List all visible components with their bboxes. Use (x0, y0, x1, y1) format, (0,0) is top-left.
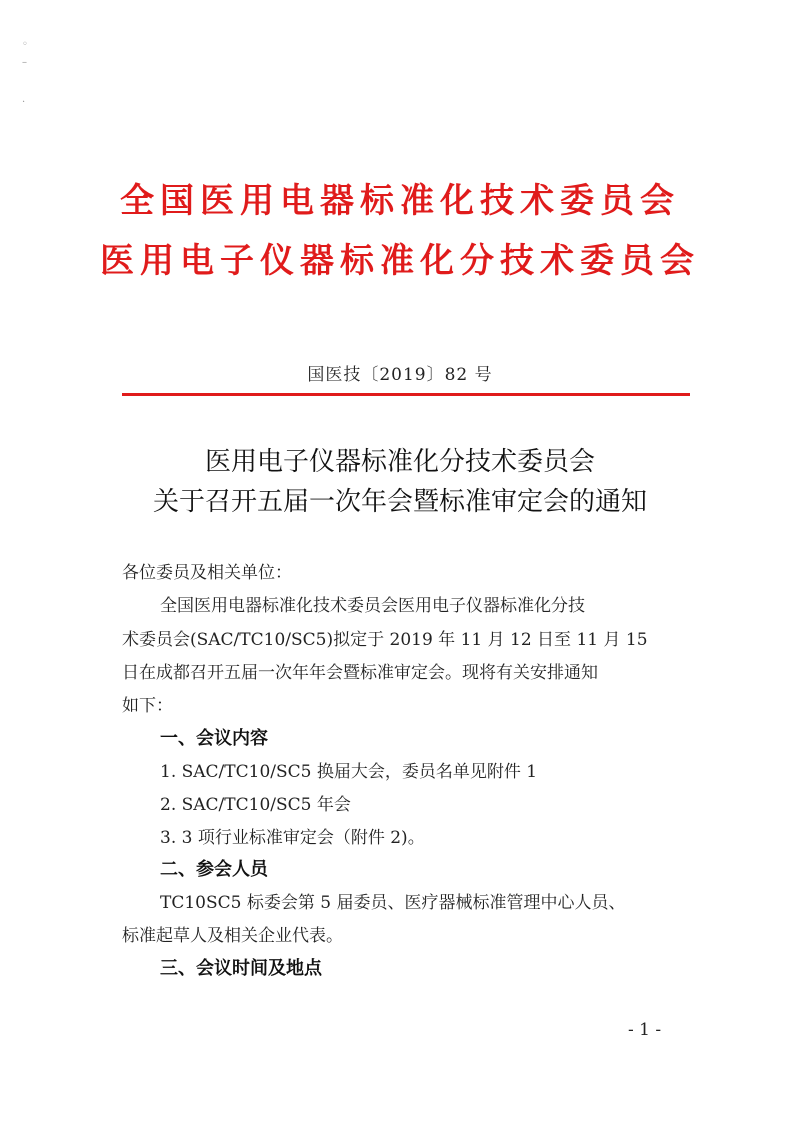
notice-title-line-2: 关于召开五届一次年会暨标准审定会的通知 (152, 487, 647, 517)
intro-line: 术委员会(SAC/TC10/SC5)拟定于 2019 年 11 月 12 日至 11 月 15 (122, 630, 648, 650)
list-item: 2. SAC/TC10/SC5 年会 (160, 795, 351, 815)
section-heading-time-location: 三、会议时间及地点 (160, 958, 322, 979)
list-item: 3. 3 项行业标准审定会（附件 2)。 (160, 828, 425, 848)
attendees-line: 标准起草人及相关企业代表。 (122, 926, 343, 946)
margin-mark: – (22, 57, 27, 68)
margin-mark: ◦ (22, 39, 28, 50)
red-divider-line (122, 393, 690, 396)
attendees-line: TC10SC5 标委会第 5 届委员、医疗器械标准管理中心人员、 (160, 893, 626, 913)
intro-line: 日在成都召开五届一次年年会暨标准审定会。现将有关安排通知 (122, 663, 598, 683)
document-number: 国医技〔2019〕82 号 (307, 365, 493, 385)
salutation: 各位委员及相关单位： (122, 563, 292, 583)
letterhead-org-line-2: 医用电子仪器标准化分技术委员会 (100, 241, 700, 281)
section-heading-meeting-content: 一、会议内容 (160, 728, 268, 749)
letterhead-org-line-1: 全国医用电器标准化技术委员会 (120, 181, 680, 221)
margin-mark: · (22, 97, 26, 108)
notice-title-line-1: 医用电子仪器标准化分技术委员会 (204, 447, 595, 477)
page-number: - 1 - (628, 1020, 662, 1040)
intro-line: 全国医用电器标准化技术委员会医用电子仪器标准化分技 (160, 596, 585, 616)
intro-line: 如下： (122, 696, 173, 716)
section-heading-attendees: 二、参会人员 (160, 859, 268, 880)
list-item: 1. SAC/TC10/SC5 换届大会，委员名单见附件 1 (160, 762, 538, 782)
